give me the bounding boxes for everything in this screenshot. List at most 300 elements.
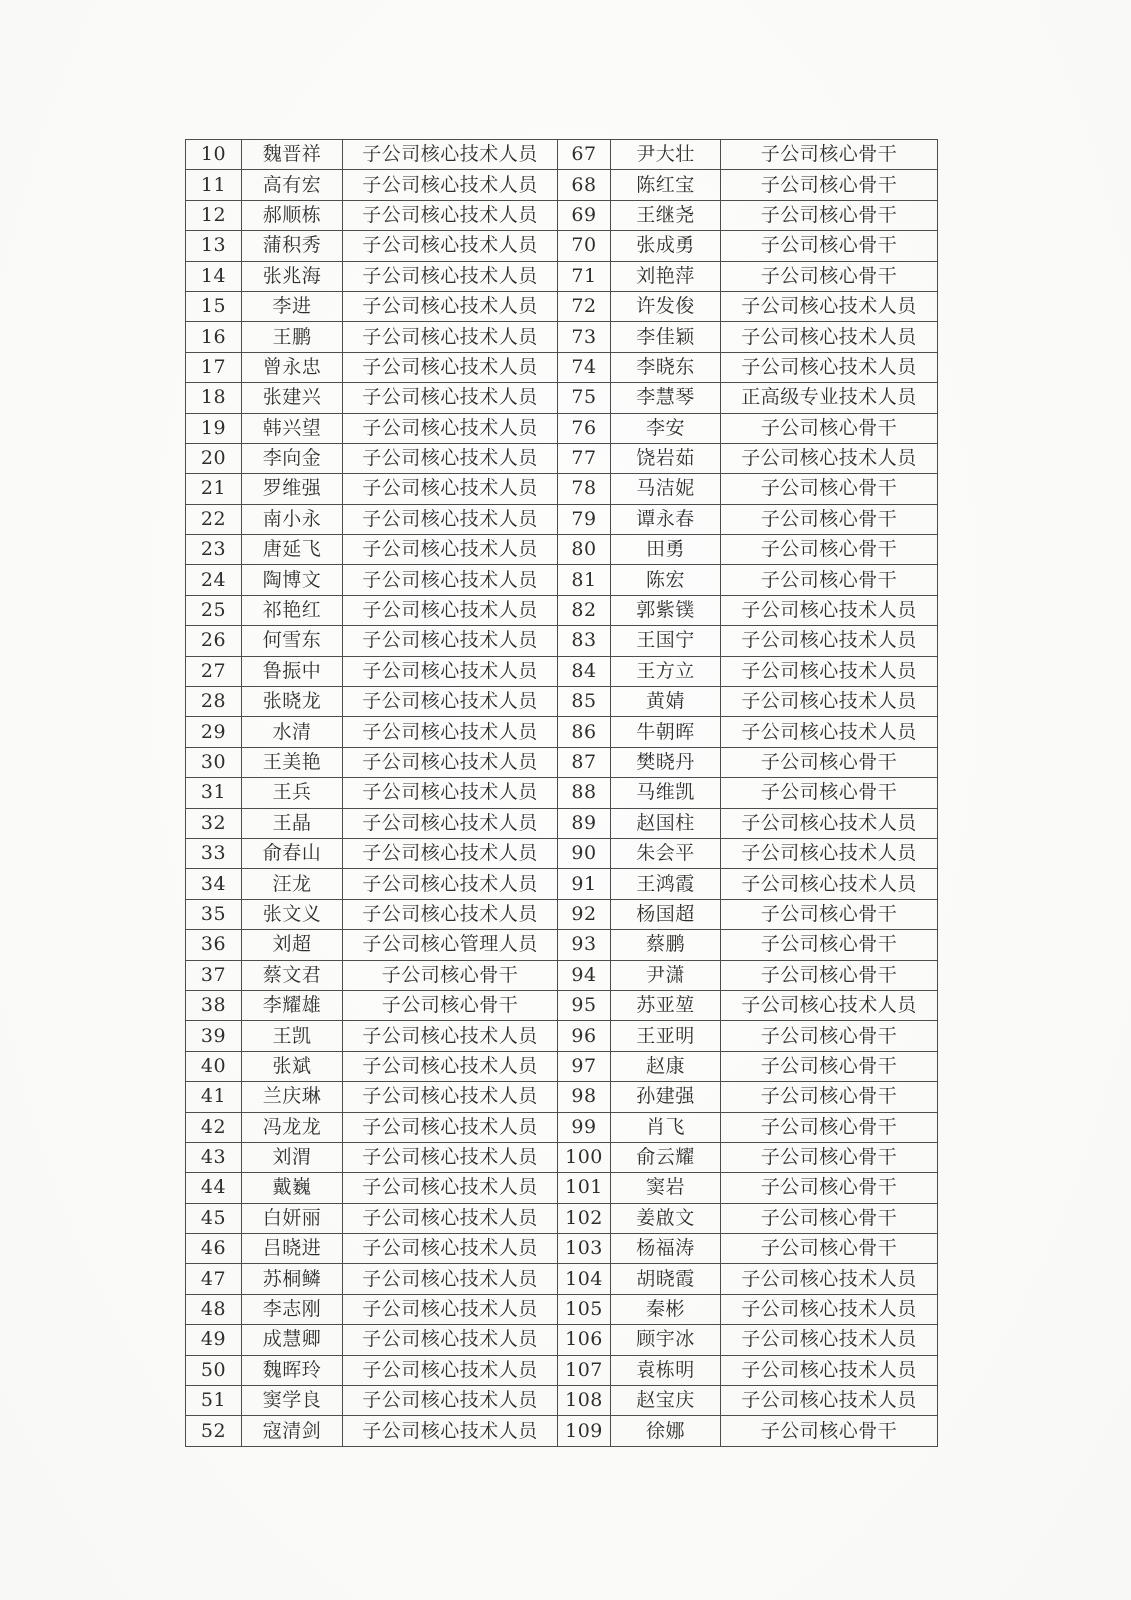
name-cell-left: 李向金 [242, 443, 343, 473]
title-cell-right: 子公司核心技术人员 [721, 838, 938, 868]
table-row [186, 960, 938, 990]
index-cell-left: 43 [186, 1142, 242, 1172]
table-row [186, 1082, 938, 1112]
index-cell-right: 101 [558, 1173, 611, 1203]
title-cell-left: 子公司核心骨干 [343, 990, 558, 1020]
index-cell-right: 72 [558, 291, 611, 321]
index-cell-left: 12 [186, 200, 242, 230]
index-cell-left: 11 [186, 170, 242, 200]
title-cell-right: 子公司核心骨干 [721, 170, 938, 200]
index-cell-left: 26 [186, 626, 242, 656]
index-cell-left: 31 [186, 778, 242, 808]
title-cell-left: 子公司核心技术人员 [343, 808, 558, 838]
index-cell-right: 83 [558, 626, 611, 656]
title-cell-right: 子公司核心骨干 [721, 1112, 938, 1142]
index-cell-left: 18 [186, 383, 242, 413]
personnel-table [185, 139, 938, 1447]
table-row [186, 1355, 938, 1385]
table-row [186, 595, 938, 625]
title-cell-left: 子公司核心骨干 [343, 960, 558, 990]
index-cell-right: 96 [558, 1021, 611, 1051]
index-cell-right: 84 [558, 656, 611, 686]
title-cell-left: 子公司核心技术人员 [343, 1203, 558, 1233]
index-cell-right: 87 [558, 747, 611, 777]
name-cell-right: 王国宁 [611, 626, 721, 656]
name-cell-left: 吕晓进 [242, 1234, 343, 1264]
table-row [186, 778, 938, 808]
title-cell-left: 子公司核心技术人员 [343, 626, 558, 656]
name-cell-left: 魏晋祥 [242, 140, 343, 170]
index-cell-right: 98 [558, 1082, 611, 1112]
name-cell-right: 王亚明 [611, 1021, 721, 1051]
index-cell-left: 20 [186, 443, 242, 473]
name-cell-right: 樊晓丹 [611, 747, 721, 777]
title-cell-left: 子公司核心技术人员 [343, 1051, 558, 1081]
name-cell-left: 兰庆琳 [242, 1082, 343, 1112]
name-cell-right: 许发俊 [611, 291, 721, 321]
name-cell-left: 刘超 [242, 930, 343, 960]
title-cell-right: 子公司核心骨干 [721, 747, 938, 777]
table-row [186, 261, 938, 291]
name-cell-right: 肖飞 [611, 1112, 721, 1142]
index-cell-left: 48 [186, 1294, 242, 1324]
index-cell-right: 104 [558, 1264, 611, 1294]
index-cell-right: 77 [558, 443, 611, 473]
index-cell-right: 108 [558, 1386, 611, 1416]
index-cell-left: 50 [186, 1355, 242, 1385]
index-cell-left: 21 [186, 474, 242, 504]
name-cell-left: 张文义 [242, 899, 343, 929]
title-cell-left: 子公司核心技术人员 [343, 261, 558, 291]
index-cell-right: 70 [558, 231, 611, 261]
name-cell-right: 郭紫镤 [611, 595, 721, 625]
index-cell-right: 94 [558, 960, 611, 990]
index-cell-left: 38 [186, 990, 242, 1020]
name-cell-left: 曾永忠 [242, 352, 343, 382]
table-row [186, 1325, 938, 1355]
index-cell-left: 46 [186, 1234, 242, 1264]
title-cell-left: 子公司核心技术人员 [343, 504, 558, 534]
index-cell-left: 25 [186, 595, 242, 625]
index-cell-left: 47 [186, 1264, 242, 1294]
index-cell-left: 34 [186, 869, 242, 899]
table-row [186, 504, 938, 534]
name-cell-left: 张兆海 [242, 261, 343, 291]
title-cell-right: 子公司核心骨干 [721, 200, 938, 230]
table-row [186, 1416, 938, 1446]
title-cell-right: 子公司核心技术人员 [721, 808, 938, 838]
name-cell-right: 李安 [611, 413, 721, 443]
index-cell-left: 36 [186, 930, 242, 960]
name-cell-left: 唐延飞 [242, 535, 343, 565]
index-cell-right: 81 [558, 565, 611, 595]
table-row [186, 352, 938, 382]
name-cell-right: 陈红宝 [611, 170, 721, 200]
title-cell-right: 子公司核心骨干 [721, 1234, 938, 1264]
title-cell-right: 子公司核心骨干 [721, 140, 938, 170]
table-row [186, 291, 938, 321]
title-cell-left: 子公司核心技术人员 [343, 899, 558, 929]
index-cell-left: 19 [186, 413, 242, 443]
index-cell-right: 79 [558, 504, 611, 534]
index-cell-right: 68 [558, 170, 611, 200]
title-cell-left: 子公司核心技术人员 [343, 200, 558, 230]
name-cell-right: 李佳颖 [611, 322, 721, 352]
index-cell-left: 14 [186, 261, 242, 291]
index-cell-left: 17 [186, 352, 242, 382]
title-cell-left: 子公司核心技术人员 [343, 383, 558, 413]
table-row [186, 1173, 938, 1203]
name-cell-left: 郝顺栋 [242, 200, 343, 230]
title-cell-left: 子公司核心技术人员 [343, 1294, 558, 1324]
title-cell-right: 子公司核心技术人员 [721, 443, 938, 473]
name-cell-left: 南小永 [242, 504, 343, 534]
title-cell-right: 子公司核心骨干 [721, 960, 938, 990]
name-cell-right: 谭永春 [611, 504, 721, 534]
title-cell-left: 子公司核心技术人员 [343, 1082, 558, 1112]
index-cell-left: 52 [186, 1416, 242, 1446]
title-cell-right: 子公司核心技术人员 [721, 687, 938, 717]
name-cell-left: 刘渭 [242, 1142, 343, 1172]
name-cell-left: 王鹏 [242, 322, 343, 352]
title-cell-left: 子公司核心技术人员 [343, 170, 558, 200]
name-cell-left: 李志刚 [242, 1294, 343, 1324]
name-cell-right: 赵宝庆 [611, 1386, 721, 1416]
index-cell-right: 75 [558, 383, 611, 413]
index-cell-left: 30 [186, 747, 242, 777]
index-cell-right: 109 [558, 1416, 611, 1446]
index-cell-left: 16 [186, 322, 242, 352]
index-cell-left: 23 [186, 535, 242, 565]
index-cell-left: 28 [186, 687, 242, 717]
index-cell-left: 35 [186, 899, 242, 929]
index-cell-left: 44 [186, 1173, 242, 1203]
index-cell-right: 86 [558, 717, 611, 747]
name-cell-right: 徐娜 [611, 1416, 721, 1446]
index-cell-right: 107 [558, 1355, 611, 1385]
table-row [186, 383, 938, 413]
title-cell-left: 子公司核心技术人员 [343, 747, 558, 777]
title-cell-right: 子公司核心骨干 [721, 1142, 938, 1172]
table-row [186, 1234, 938, 1264]
name-cell-right: 陈宏 [611, 565, 721, 595]
name-cell-right: 胡晓霞 [611, 1264, 721, 1294]
title-cell-right: 子公司核心骨干 [721, 1416, 938, 1446]
title-cell-left: 子公司核心技术人员 [343, 474, 558, 504]
title-cell-left: 子公司核心技术人员 [343, 1112, 558, 1142]
title-cell-right: 子公司核心骨干 [721, 778, 938, 808]
table-row [186, 200, 938, 230]
table-row [186, 474, 938, 504]
name-cell-left: 高有宏 [242, 170, 343, 200]
table-row [186, 626, 938, 656]
index-cell-right: 69 [558, 200, 611, 230]
index-cell-left: 13 [186, 231, 242, 261]
name-cell-right: 李慧琴 [611, 383, 721, 413]
table-row [186, 687, 938, 717]
table-row [186, 930, 938, 960]
index-cell-right: 80 [558, 535, 611, 565]
title-cell-left: 子公司核心管理人员 [343, 930, 558, 960]
name-cell-left: 窦学良 [242, 1386, 343, 1416]
title-cell-left: 子公司核心技术人员 [343, 838, 558, 868]
index-cell-right: 89 [558, 808, 611, 838]
title-cell-right: 正高级专业技术人员 [721, 383, 938, 413]
index-cell-right: 76 [558, 413, 611, 443]
title-cell-left: 子公司核心技术人员 [343, 687, 558, 717]
title-cell-right: 子公司核心技术人员 [721, 322, 938, 352]
title-cell-right: 子公司核心骨干 [721, 899, 938, 929]
title-cell-right: 子公司核心骨干 [721, 930, 938, 960]
table-row [186, 656, 938, 686]
title-cell-right: 子公司核心技术人员 [721, 1355, 938, 1385]
table-row [186, 413, 938, 443]
name-cell-left: 白妍丽 [242, 1203, 343, 1233]
index-cell-left: 27 [186, 656, 242, 686]
name-cell-right: 王方立 [611, 656, 721, 686]
title-cell-right: 子公司核心技术人员 [721, 1325, 938, 1355]
name-cell-right: 朱会平 [611, 838, 721, 868]
title-cell-left: 子公司核心技术人员 [343, 869, 558, 899]
index-cell-right: 99 [558, 1112, 611, 1142]
name-cell-right: 张成勇 [611, 231, 721, 261]
title-cell-left: 子公司核心技术人员 [343, 322, 558, 352]
title-cell-right: 子公司核心技术人员 [721, 656, 938, 686]
title-cell-right: 子公司核心技术人员 [721, 990, 938, 1020]
title-cell-left: 子公司核心技术人员 [343, 1021, 558, 1051]
name-cell-left: 张建兴 [242, 383, 343, 413]
name-cell-left: 鲁振中 [242, 656, 343, 686]
table-row [186, 1051, 938, 1081]
table-row [186, 838, 938, 868]
table-row [186, 535, 938, 565]
title-cell-right: 子公司核心骨干 [721, 504, 938, 534]
title-cell-left: 子公司核心技术人员 [343, 291, 558, 321]
table-row [186, 1264, 938, 1294]
index-cell-left: 49 [186, 1325, 242, 1355]
index-cell-left: 40 [186, 1051, 242, 1081]
name-cell-left: 俞春山 [242, 838, 343, 868]
name-cell-right: 王鸿霞 [611, 869, 721, 899]
name-cell-right: 田勇 [611, 535, 721, 565]
title-cell-right: 子公司核心技术人员 [721, 1294, 938, 1324]
name-cell-left: 何雪东 [242, 626, 343, 656]
index-cell-right: 73 [558, 322, 611, 352]
table-row [186, 231, 938, 261]
table-row [186, 869, 938, 899]
name-cell-right: 俞云耀 [611, 1142, 721, 1172]
index-cell-right: 91 [558, 869, 611, 899]
index-cell-left: 37 [186, 960, 242, 990]
name-cell-right: 马维凯 [611, 778, 721, 808]
name-cell-left: 李进 [242, 291, 343, 321]
name-cell-left: 李耀雄 [242, 990, 343, 1020]
name-cell-right: 孙建强 [611, 1082, 721, 1112]
index-cell-right: 71 [558, 261, 611, 291]
index-cell-left: 45 [186, 1203, 242, 1233]
index-cell-left: 15 [186, 291, 242, 321]
title-cell-right: 子公司核心技术人员 [721, 352, 938, 382]
name-cell-right: 秦彬 [611, 1294, 721, 1324]
name-cell-right: 窦岩 [611, 1173, 721, 1203]
table-row [186, 1294, 938, 1324]
name-cell-left: 王凯 [242, 1021, 343, 1051]
name-cell-right: 尹潇 [611, 960, 721, 990]
title-cell-right: 子公司核心技术人员 [721, 1386, 938, 1416]
title-cell-right: 子公司核心骨干 [721, 535, 938, 565]
index-cell-right: 103 [558, 1234, 611, 1264]
title-cell-right: 子公司核心骨干 [721, 1021, 938, 1051]
name-cell-left: 张晓龙 [242, 687, 343, 717]
title-cell-right: 子公司核心技术人员 [721, 595, 938, 625]
title-cell-left: 子公司核心技术人员 [343, 595, 558, 625]
index-cell-right: 85 [558, 687, 611, 717]
title-cell-right: 子公司核心骨干 [721, 413, 938, 443]
title-cell-left: 子公司核心技术人员 [343, 352, 558, 382]
table-row [186, 1021, 938, 1051]
table-row [186, 808, 938, 838]
table-row [186, 1203, 938, 1233]
name-cell-right: 饶岩茹 [611, 443, 721, 473]
title-cell-right: 子公司核心技术人员 [721, 869, 938, 899]
index-cell-right: 97 [558, 1051, 611, 1081]
title-cell-left: 子公司核心技术人员 [343, 1173, 558, 1203]
index-cell-right: 100 [558, 1142, 611, 1172]
name-cell-right: 杨国超 [611, 899, 721, 929]
name-cell-left: 成慧卿 [242, 1325, 343, 1355]
title-cell-left: 子公司核心技术人员 [343, 413, 558, 443]
title-cell-left: 子公司核心技术人员 [343, 231, 558, 261]
title-cell-right: 子公司核心骨干 [721, 565, 938, 595]
name-cell-right: 杨福涛 [611, 1234, 721, 1264]
index-cell-left: 33 [186, 838, 242, 868]
name-cell-right: 赵国柱 [611, 808, 721, 838]
title-cell-left: 子公司核心技术人员 [343, 443, 558, 473]
index-cell-right: 105 [558, 1294, 611, 1324]
table-row [186, 717, 938, 747]
name-cell-right: 牛朝晖 [611, 717, 721, 747]
index-cell-left: 51 [186, 1386, 242, 1416]
index-cell-right: 95 [558, 990, 611, 1020]
name-cell-left: 韩兴望 [242, 413, 343, 443]
name-cell-right: 尹大壮 [611, 140, 721, 170]
index-cell-right: 82 [558, 595, 611, 625]
table-row [186, 443, 938, 473]
index-cell-right: 74 [558, 352, 611, 382]
title-cell-right: 子公司核心技术人员 [721, 291, 938, 321]
personnel-table-body [186, 140, 938, 1447]
index-cell-left: 22 [186, 504, 242, 534]
name-cell-left: 陶博文 [242, 565, 343, 595]
name-cell-left: 蔡文君 [242, 960, 343, 990]
title-cell-left: 子公司核心技术人员 [343, 656, 558, 686]
name-cell-right: 袁栋明 [611, 1355, 721, 1385]
title-cell-left: 子公司核心技术人员 [343, 1386, 558, 1416]
table-row [186, 899, 938, 929]
table-row [186, 747, 938, 777]
table-row [186, 322, 938, 352]
index-cell-left: 39 [186, 1021, 242, 1051]
name-cell-right: 刘艳萍 [611, 261, 721, 291]
table-row [186, 565, 938, 595]
index-cell-right: 93 [558, 930, 611, 960]
name-cell-left: 魏晖玲 [242, 1355, 343, 1385]
name-cell-right: 苏亚堃 [611, 990, 721, 1020]
name-cell-right: 蔡鹏 [611, 930, 721, 960]
name-cell-left: 王兵 [242, 778, 343, 808]
name-cell-left: 罗维强 [242, 474, 343, 504]
table-row [186, 990, 938, 1020]
title-cell-right: 子公司核心骨干 [721, 1203, 938, 1233]
title-cell-left: 子公司核心技术人员 [343, 717, 558, 747]
index-cell-left: 24 [186, 565, 242, 595]
index-cell-right: 78 [558, 474, 611, 504]
index-cell-left: 29 [186, 717, 242, 747]
title-cell-right: 子公司核心技术人员 [721, 1264, 938, 1294]
name-cell-right: 王继尧 [611, 200, 721, 230]
index-cell-right: 88 [558, 778, 611, 808]
title-cell-right: 子公司核心骨干 [721, 1173, 938, 1203]
index-cell-right: 90 [558, 838, 611, 868]
index-cell-left: 10 [186, 140, 242, 170]
name-cell-right: 李晓东 [611, 352, 721, 382]
index-cell-left: 42 [186, 1112, 242, 1142]
name-cell-left: 苏桐鳞 [242, 1264, 343, 1294]
title-cell-left: 子公司核心技术人员 [343, 140, 558, 170]
table-row [186, 140, 938, 170]
index-cell-right: 67 [558, 140, 611, 170]
title-cell-left: 子公司核心技术人员 [343, 1234, 558, 1264]
name-cell-right: 赵康 [611, 1051, 721, 1081]
title-cell-right: 子公司核心骨干 [721, 261, 938, 291]
title-cell-left: 子公司核心技术人员 [343, 565, 558, 595]
index-cell-left: 41 [186, 1082, 242, 1112]
name-cell-right: 黄婧 [611, 687, 721, 717]
title-cell-right: 子公司核心技术人员 [721, 717, 938, 747]
name-cell-right: 马洁妮 [611, 474, 721, 504]
index-cell-right: 106 [558, 1325, 611, 1355]
index-cell-left: 32 [186, 808, 242, 838]
name-cell-left: 祁艳红 [242, 595, 343, 625]
title-cell-right: 子公司核心骨干 [721, 474, 938, 504]
index-cell-right: 92 [558, 899, 611, 929]
name-cell-right: 顾宇冰 [611, 1325, 721, 1355]
title-cell-left: 子公司核心技术人员 [343, 1142, 558, 1172]
table-row [186, 1386, 938, 1416]
name-cell-left: 王美艳 [242, 747, 343, 777]
name-cell-left: 水清 [242, 717, 343, 747]
name-cell-left: 冯龙龙 [242, 1112, 343, 1142]
name-cell-left: 王晶 [242, 808, 343, 838]
table-row [186, 1112, 938, 1142]
title-cell-left: 子公司核心技术人员 [343, 1416, 558, 1446]
name-cell-left: 寇清剑 [242, 1416, 343, 1446]
title-cell-right: 子公司核心骨干 [721, 1082, 938, 1112]
title-cell-right: 子公司核心骨干 [721, 231, 938, 261]
table-row [186, 170, 938, 200]
name-cell-left: 戴巍 [242, 1173, 343, 1203]
name-cell-left: 蒲积秀 [242, 231, 343, 261]
name-cell-right: 姜啟文 [611, 1203, 721, 1233]
title-cell-left: 子公司核心技术人员 [343, 1355, 558, 1385]
title-cell-right: 子公司核心技术人员 [721, 626, 938, 656]
name-cell-left: 张斌 [242, 1051, 343, 1081]
name-cell-left: 汪龙 [242, 869, 343, 899]
title-cell-left: 子公司核心技术人员 [343, 1325, 558, 1355]
table-row [186, 1142, 938, 1172]
title-cell-right: 子公司核心骨干 [721, 1051, 938, 1081]
title-cell-left: 子公司核心技术人员 [343, 1264, 558, 1294]
